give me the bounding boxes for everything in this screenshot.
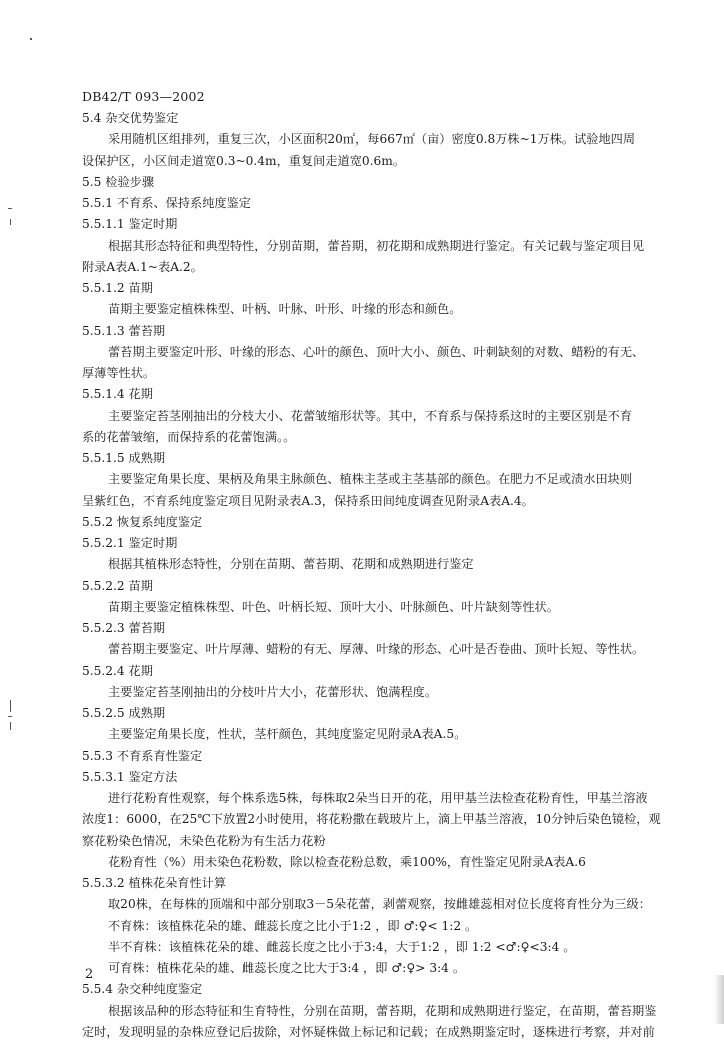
section-heading: 5.4 杂交优势鉴定 — [82, 111, 179, 125]
paragraph-line: 主要鉴定角果长度、果柄及角果主脉颜色、植株主茎或主茎基部的颜色。在肥力不足或渍水田块则 — [108, 472, 633, 487]
scan-speck — [8, 716, 12, 717]
paragraph-line: 察花粉染色情况，未染色花粉为有生活力花粉 — [82, 833, 326, 848]
paragraph-line: 定时，发现明显的杂株应登记后拔除，对怀疑株做上标记和记载；在成熟期鉴定时，逐株进行考察，并对前 — [82, 1024, 655, 1039]
section-heading: 5.5.3 不育系育性鉴定 — [82, 748, 203, 763]
scan-speck — [30, 38, 32, 40]
document-code-header: DB42/T 093—2002 — [82, 89, 205, 104]
paragraph-line: 主要鉴定角果长度，性状，茎杆颜色，其纯度鉴定见附录A表A.5。 — [108, 727, 467, 742]
page-number: 2 — [85, 967, 94, 982]
paragraph-line: 苗期主要鉴定植株株型、叶柄、叶脉、叶形、叶缘的形态和颜色。 — [108, 302, 462, 317]
scan-speck — [8, 208, 12, 209]
paragraph-line: 主要鉴定苔茎刚抽出的分枝叶片大小，花蕾形状、饱满程度。 — [108, 684, 438, 699]
paragraph-line: 半不育株：该植株花朵的雄、雌蕊长度之比小于3:4，大于1:2 ，即 1:2 <♂:♀<3:4 。 — [108, 939, 576, 954]
scan-speck — [10, 219, 11, 225]
paragraph-line: 可育株：植株花朵的雄、雌蕊长度之比大于3:4 ，即 ♂:♀> 3:4 。 — [108, 961, 466, 975]
section-heading: 5.5.2.3 蕾苔期 — [82, 621, 166, 635]
paragraph-line: 根据其植株形态特性，分别在苗期、蕾苔期、花期和成熟期进行鉴定 — [108, 557, 474, 572]
paragraph-line: 不育株：该植株花朵的雄、雌蕊长度之比小于1:2 ，即 ♂:♀< 1:2 。 — [108, 918, 478, 933]
section-heading: 5.5.1 不育系、保持系纯度鉴定 — [82, 196, 251, 210]
paragraph-line: 进行花粉育性观察，每个株系选5株，每株取2朵当日开的花，用甲基兰法检查花粉育性，甲基兰溶液 — [108, 791, 648, 805]
section-heading: 5.5.3.2 植株花朵育性计算 — [82, 876, 227, 890]
paragraph-line: 根据该品种的形态特征和生育特性，分别在苗期，蕾苔期，花期和成熟期进行鉴定，在苗期，蕾苔期鉴 — [108, 1003, 657, 1018]
section-heading: 5.5.1.4 花期 — [82, 387, 153, 402]
section-heading: 5.5.1.3 蕾苔期 — [82, 323, 166, 338]
paragraph-line: 蕾苔期主要鉴定叶形、叶缘的形态、心叶的颜色、顶叶大小、颜色、叶刺缺刻的对数、蜡粉的有无、 — [108, 344, 645, 359]
section-heading: 5.5.2.2 苗期 — [82, 578, 153, 593]
section-heading: 5.5.2.4 花期 — [82, 663, 153, 678]
scan-speck — [10, 700, 11, 712]
paragraph-line: 附录A表A.1~表A.2。 — [82, 259, 203, 274]
section-heading: 5.5 检验步骤 — [82, 174, 155, 189]
paragraph-line: 取20株，在每株的顶端和中部分别取3－5朵花蕾，剥蕾观察，按雌雄蕊相对位长度将育性分为三级： — [108, 897, 651, 912]
paragraph-line: 主要鉴定苔茎刚抽出的分枝大小、花蕾皱缩形状等。其中，不育系与保持系这时的主要区别是不育 — [108, 408, 633, 423]
paragraph-line: 设保护区，小区间走道宽0.3~0.4m，重复间走道宽0.6m。 — [82, 153, 406, 168]
paragraph-line: 系的花蕾皱缩，而保持系的花蕾饱满。。 — [82, 429, 296, 444]
section-heading: 5.5.3.1 鉴定方法 — [82, 769, 178, 784]
section-heading: 5.5.4 杂交种纯度鉴定 — [82, 982, 203, 997]
section-heading: 5.5.1.1 鉴定时期 — [82, 217, 178, 232]
section-heading: 5.5.1.2 苗期 — [82, 281, 153, 295]
paragraph-line: 厚薄等性状。 — [82, 366, 156, 380]
paragraph-line: 采用随机区组排列，重复三次，小区面积20㎡，每667㎡（亩）密度0.8万株~1万株。试验地四周 — [108, 132, 636, 147]
section-heading: 5.5.1.5 成熟期 — [82, 451, 166, 465]
scan-speck — [10, 722, 11, 730]
section-heading: 5.5.2.1 鉴定时期 — [82, 536, 178, 550]
paragraph-line: 苗期主要鉴定植株株型、叶色、叶柄长短、顶叶大小、叶脉颜色、叶片缺刻等性状。 — [108, 599, 559, 614]
paragraph-line: 浓度1：6000，在25℃下放置2小时使用，将花粉撒在载玻片上，滴上甲基兰溶液，10分钟后染色镜检，观 — [82, 812, 661, 827]
document-body — [82, 108, 664, 1043]
paragraph-line: 蕾苔期主要鉴定、叶片厚薄、蜡粉的有无、厚薄、叶缘的形态、心叶是否卷曲、顶叶长短、等性状。 — [108, 642, 645, 657]
paragraph-line: 呈紫红色，不育系纯度鉴定项目见附录表A.3，保持系田间纯度调查见附录A表A.4。 — [82, 493, 534, 508]
paragraph-line: 根据其形态特征和典型特性，分别苗期，蕾苔期，初花期和成熟期进行鉴定。有关记载与鉴定项目见 — [108, 238, 645, 253]
paragraph-line: 花粉育性（%）用未染色花粉数，除以检查花粉总数，乘100%，育性鉴定见附录A表A.6 — [108, 854, 586, 869]
section-heading: 5.5.2 恢复系纯度鉴定 — [82, 514, 203, 529]
section-heading: 5.5.2.5 成熟期 — [82, 706, 166, 720]
scan-edge-shadow — [714, 975, 724, 1024]
